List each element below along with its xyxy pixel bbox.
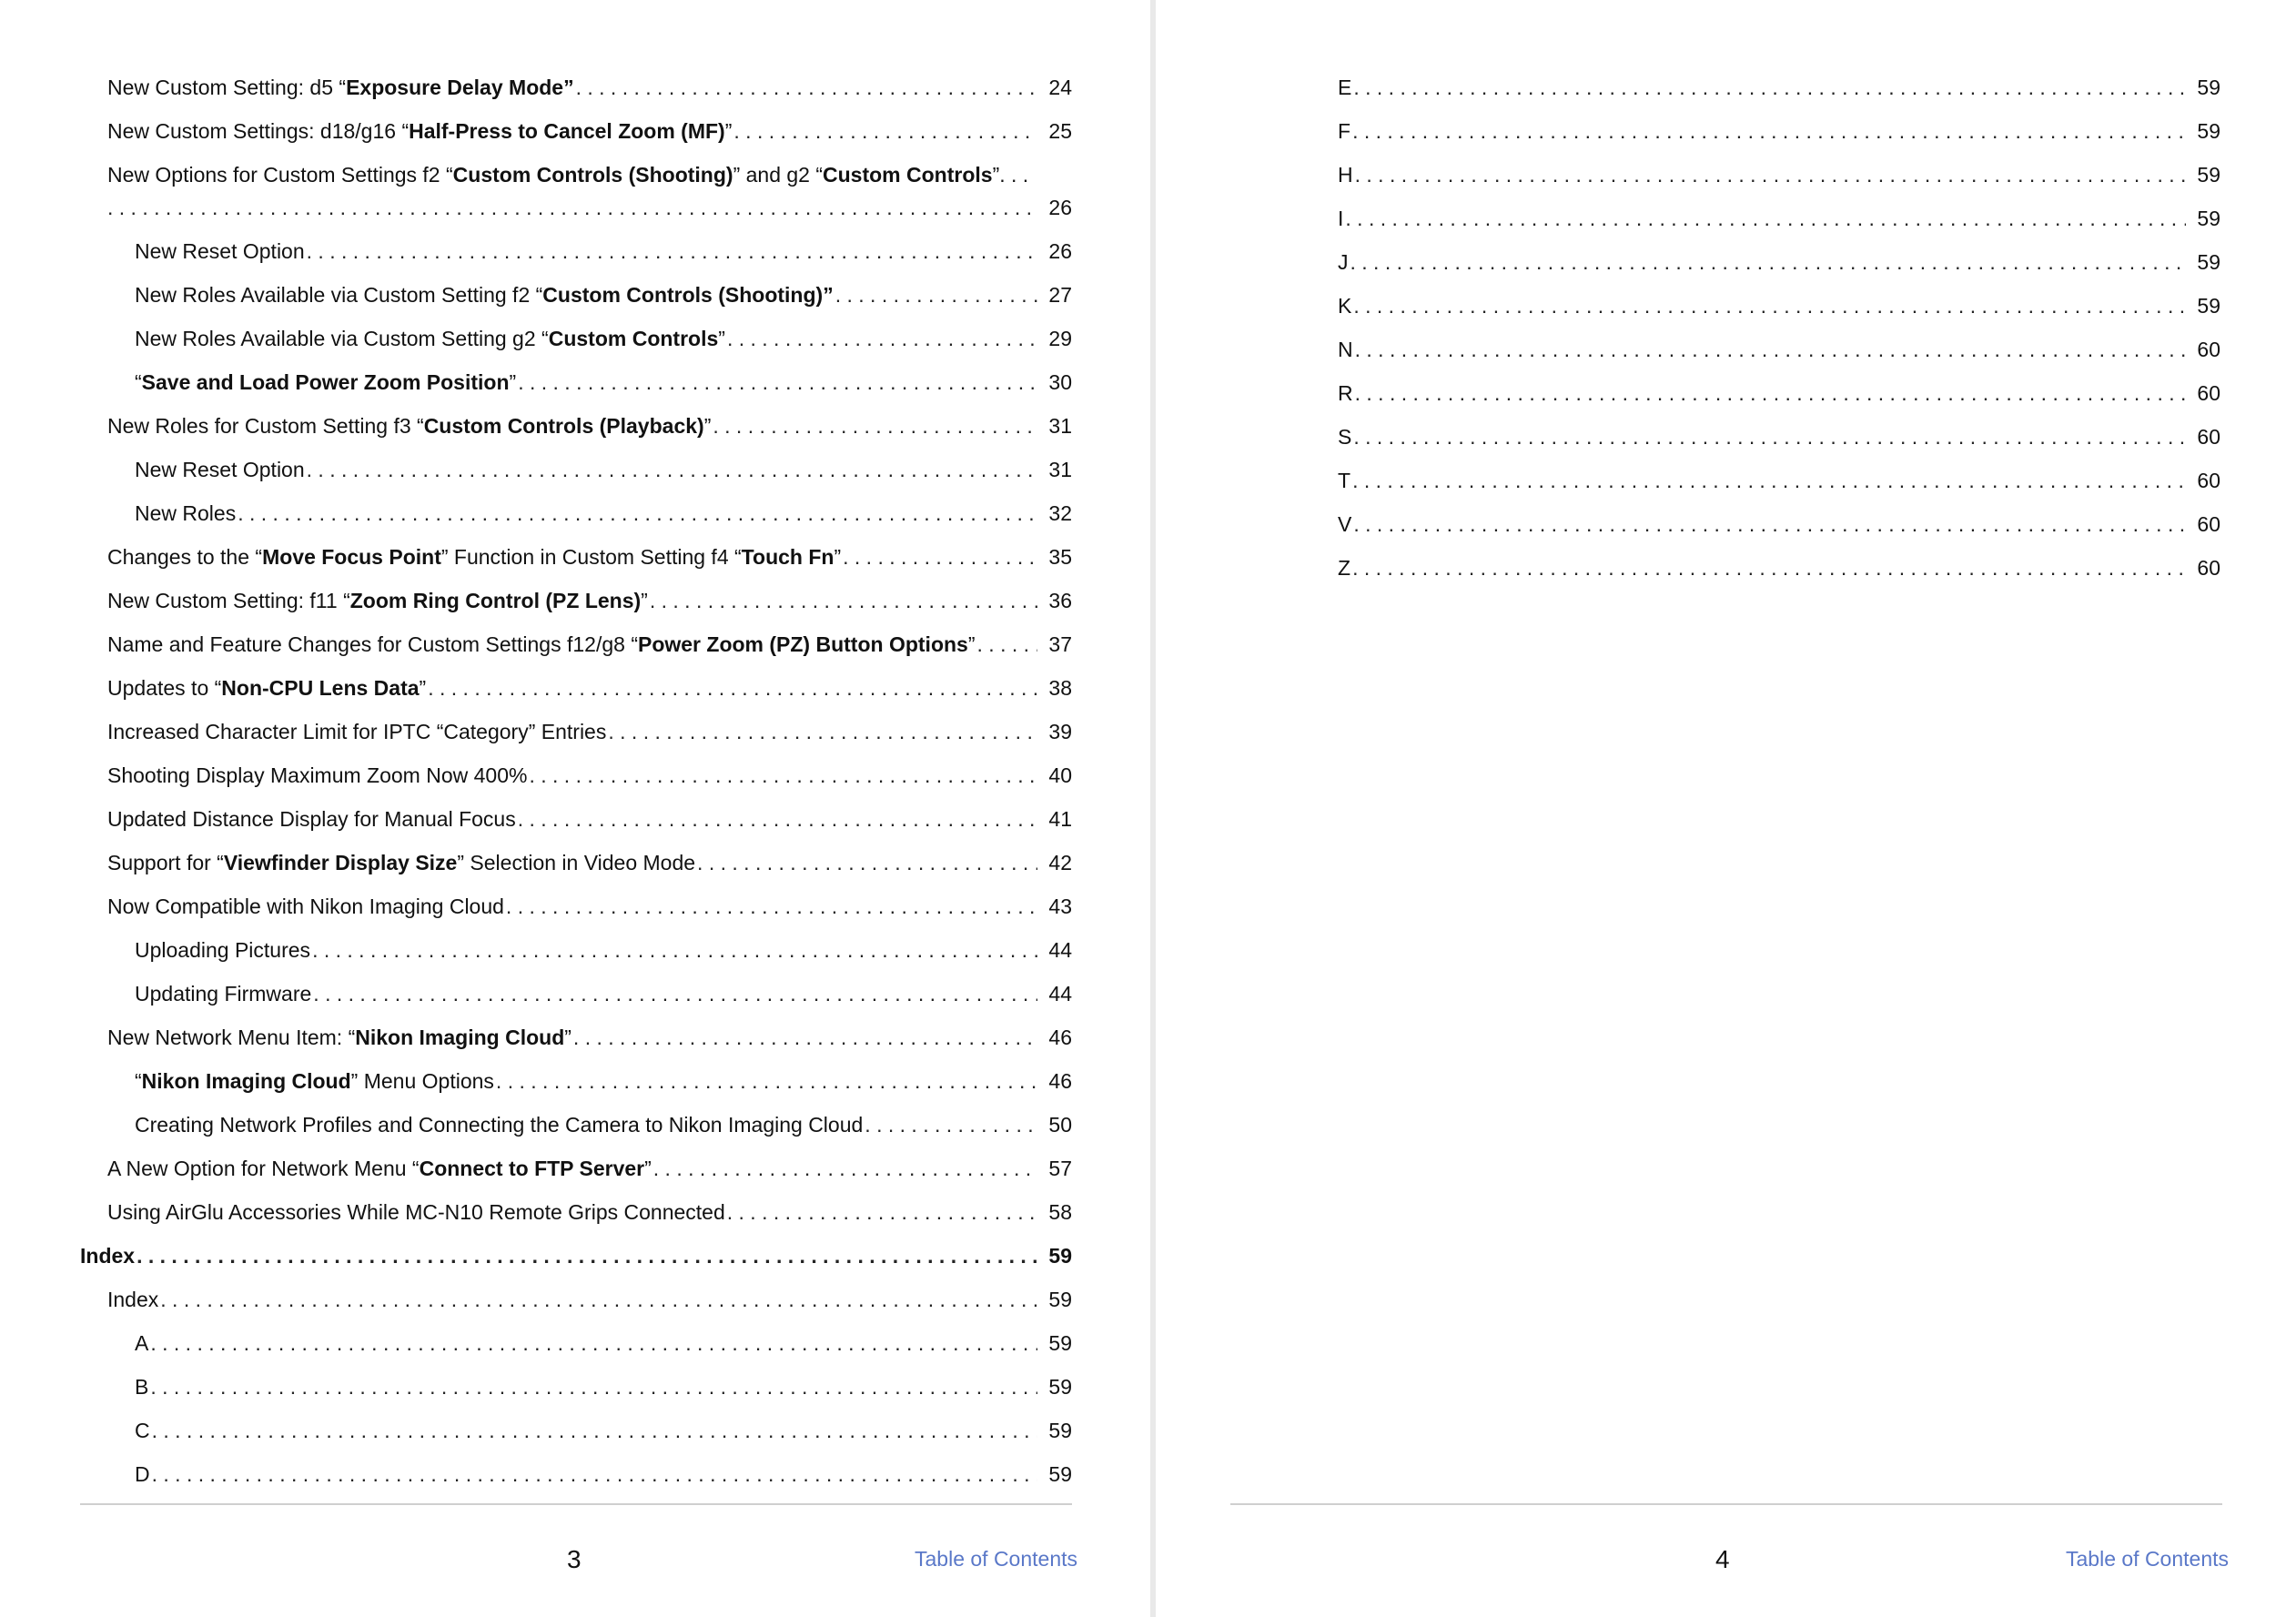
toc-list <box>80 71 1072 1501</box>
toc-entry-title-part: N <box>1338 338 1353 361</box>
dot-leader <box>307 235 1037 268</box>
toc-entry-title-part: C <box>135 1419 150 1442</box>
toc-entry-title-part: New Options for Custom Settings f2 “ <box>107 163 453 187</box>
toc-entry-page-number: 26 <box>1048 196 1072 219</box>
toc-entry-title <box>135 934 310 966</box>
toc-entry-title-part: Updating Firmware <box>135 982 312 1006</box>
toc-entry[interactable] <box>1283 158 2220 202</box>
toc-entry-page-number: 37 <box>1048 632 1072 656</box>
toc-entry-title <box>107 672 426 704</box>
toc-entry-title-part: F <box>1338 119 1351 143</box>
toc-entry-title-part: ” <box>967 632 976 656</box>
toc-entry-title <box>135 453 305 486</box>
toc-entry-title-bold: Custom Controls (Playback) <box>423 414 704 438</box>
dot-leader <box>713 409 1037 442</box>
toc-entry-page-number: 60 <box>2197 338 2220 361</box>
toc-entry-title-part: Now Compatible with Nikon Imaging Cloud <box>107 894 504 918</box>
toc-entry-title-part: ” <box>703 414 712 438</box>
toc-entry[interactable] <box>80 235 1072 278</box>
toc-entry-title-part: J <box>1338 250 1349 274</box>
toc-entry-title <box>1338 420 1351 453</box>
toc-entry-title-bold: Custom Controls <box>823 163 993 187</box>
toc-entry-title-bold: Move Focus Point <box>262 545 441 569</box>
toc-entry-page-number: 59 <box>1048 1375 1072 1399</box>
dot-leader <box>160 1283 1037 1316</box>
dot-leader <box>1352 551 2186 584</box>
toc-entry-title-part: S <box>1338 425 1352 449</box>
toc-entry-title <box>107 628 976 661</box>
dot-leader <box>312 934 1037 966</box>
toc-entry-page-number: 43 <box>1048 894 1072 918</box>
toc-entry-title <box>135 1327 148 1359</box>
toc-entry[interactable] <box>80 1021 1072 1065</box>
toc-entry[interactable] <box>80 1414 1072 1458</box>
toc-entry-title-part: ” <box>419 676 427 700</box>
toc-entry-title <box>1338 333 1353 366</box>
toc-entry-page-number: 59 <box>1048 1419 1072 1442</box>
toc-entry-title-bold: Nikon Imaging Cloud <box>141 1069 351 1093</box>
toc-entry-title-part: New Network Menu Item: “ <box>107 1026 356 1049</box>
toc-entry-title <box>135 1458 150 1491</box>
dot-leader <box>1355 158 2186 191</box>
dot-leader <box>653 1152 1037 1185</box>
toc-entry-page-number: 29 <box>1048 327 1072 350</box>
toc-entry-title <box>1338 464 1350 497</box>
dot-leader <box>518 803 1037 835</box>
toc-entry[interactable] <box>1283 115 2220 158</box>
toc-entry-page-number: 25 <box>1048 119 1072 143</box>
toc-entry-page-number: 59 <box>2197 119 2220 143</box>
toc-entry-title-part: ” Selection in Video Mode <box>457 851 696 874</box>
toc-entry-title <box>107 1152 652 1185</box>
toc-entry-title-bold: Power Zoom (PZ) Button Options <box>637 632 968 656</box>
toc-entry[interactable] <box>80 715 1072 759</box>
dot-leader <box>977 628 1037 661</box>
dot-leader <box>506 890 1037 923</box>
toc-entry-page-number: 24 <box>1048 76 1072 99</box>
dot-leader <box>152 1414 1037 1447</box>
dot-leader <box>697 846 1037 879</box>
toc-entry-title-part: I <box>1338 207 1344 230</box>
toc-entry-title-part: ” and g2 “ <box>733 163 824 187</box>
toc-entry-title <box>107 1196 725 1228</box>
dot-leader <box>529 759 1037 792</box>
toc-entry-title-part: Increased Character Limit for IPTC “Category” Entries <box>107 720 607 743</box>
toc-entry-title-bold: Custom Controls (Shooting)” <box>542 283 834 307</box>
toc-entry-title <box>1338 508 1351 541</box>
toc-entry-page-number: 59 <box>1048 1331 1072 1355</box>
toc-entry-page-number: 50 <box>1048 1113 1072 1137</box>
dot-leader <box>576 71 1037 104</box>
toc-entry-page-number: 59 <box>1048 1288 1072 1311</box>
toc-entry-title <box>135 497 236 530</box>
toc-entry-page-number: 40 <box>1048 763 1072 787</box>
toc-entry-title-part: “ <box>135 1069 142 1093</box>
toc-entry-title <box>1338 158 1353 191</box>
toc-entry-title-part: New Custom Settings: d18/g16 “ <box>107 119 410 143</box>
toc-entry[interactable] <box>80 672 1072 715</box>
toc-entry[interactable] <box>80 366 1072 409</box>
toc-entry-title-bold: Nikon Imaging Cloud <box>355 1026 565 1049</box>
dot-leader <box>1355 377 2186 409</box>
toc-entry-title-bold: Index <box>80 1244 136 1268</box>
dot-leader <box>650 584 1037 617</box>
toc-entry-page-number: 26 <box>1048 239 1072 263</box>
dot-leader <box>1353 71 2186 104</box>
toc-entry[interactable] <box>80 628 1072 672</box>
toc-entry-page-number: 60 <box>2197 381 2220 405</box>
toc-entry-title <box>107 115 732 147</box>
toc-entry-title-part: ” <box>834 545 842 569</box>
toc-entry-title-part: V <box>1338 512 1352 536</box>
toc-entry-title-part: Using AirGlu Accessories While MC-N10 Remote Grips Connected <box>107 1200 725 1224</box>
toc-entry-page-number: 32 <box>1048 501 1072 525</box>
dot-leader <box>307 453 1037 486</box>
toc-entry-title-bold: Viewfinder Display Size <box>223 851 458 874</box>
toc-entry-title-part: ”. . . <box>992 163 1029 187</box>
toc-entry-title <box>107 803 516 835</box>
toc-entry-page-number: 44 <box>1048 982 1072 1006</box>
toc-entry-page-number: 57 <box>1048 1157 1072 1180</box>
toc-entry-title <box>1338 115 1350 147</box>
dot-leader <box>137 1239 1037 1272</box>
toc-entry-page-number: 27 <box>1048 283 1072 307</box>
toc-entry[interactable] <box>1283 420 2220 464</box>
toc-entry-title-bold: Zoom Ring Control (PZ Lens) <box>349 589 642 612</box>
table-of-contents-link[interactable]: Table of Contents <box>2066 1547 2230 1571</box>
toc-entry[interactable] <box>1283 464 2220 508</box>
toc-entry-page-number: 44 <box>1048 938 1072 962</box>
toc-entry-page-number: 59 <box>2197 207 2220 230</box>
toc-entry-title <box>107 759 527 792</box>
toc-entry-page-number: 59 <box>1048 1244 1072 1268</box>
toc-entry-title-part: New Roles for Custom Setting f3 “ <box>107 414 424 438</box>
toc-entry-title <box>135 977 311 1010</box>
dot-leader <box>1352 464 2186 497</box>
toc-entry-page-number: 42 <box>1048 851 1072 874</box>
toc-entry-page-number: 60 <box>2197 556 2220 580</box>
toc-entry-title <box>135 1414 150 1447</box>
toc-entry-title-part: D <box>135 1462 150 1486</box>
toc-entry-page-number: 60 <box>2197 425 2220 449</box>
toc-entry-title-part: Creating Network Profiles and Connecting the Camera to Nikon Imaging Cloud <box>135 1113 864 1137</box>
toc-entry-title-part: New Roles Available via Custom Setting f2 “ <box>135 283 543 307</box>
toc-entry-title-part: T <box>1338 469 1351 492</box>
toc-entry-title-part: E <box>1338 76 1352 99</box>
toc-entry[interactable] <box>80 115 1072 158</box>
toc-entry[interactable] <box>80 1327 1072 1370</box>
toc-entry-title-part: ” Menu Options <box>350 1069 494 1093</box>
toc-entry-page-number: 31 <box>1048 414 1072 438</box>
toc-entry[interactable] <box>80 1108 1072 1152</box>
toc-entry-title <box>1338 377 1353 409</box>
toc-entry-title-part: ” <box>564 1026 571 1049</box>
toc-entry-page-number: 46 <box>1048 1026 1072 1049</box>
toc-entry[interactable] <box>80 1370 1072 1414</box>
toc-entry-title <box>107 71 574 104</box>
toc-entry-title-bold: Exposure Delay Mode” <box>346 76 574 99</box>
toc-entry-page-number: 59 <box>2197 76 2220 99</box>
toc-entry[interactable] <box>80 453 1072 497</box>
toc-entry-title-part: New Reset Option <box>135 458 305 481</box>
toc-entry-title-part: K <box>1338 294 1352 318</box>
toc-entry-title-part: New Reset Option <box>135 239 305 263</box>
toc-entry-title-part: New Custom Setting: f11 “ <box>107 589 350 612</box>
toc-entry-title <box>1338 202 1343 235</box>
toc-entry[interactable] <box>80 759 1072 803</box>
toc-entry-title <box>107 163 1028 187</box>
toc-entry-title-bold: Touch Fn <box>741 545 834 569</box>
toc-entry-title-part: A New Option for Network Menu “ <box>107 1157 420 1180</box>
toc-entry-page-number: 36 <box>1048 589 1072 612</box>
toc-entry-title <box>107 541 841 573</box>
toc-entry[interactable] <box>80 71 1072 115</box>
dot-leader <box>843 541 1037 573</box>
dot-leader <box>238 497 1037 530</box>
toc-entry-title-part: A <box>135 1331 149 1355</box>
dot-leader <box>835 278 1037 311</box>
toc-entry-title-part: H <box>1338 163 1353 187</box>
dot-leader <box>1352 115 2186 147</box>
toc-entry-title <box>1338 71 1351 104</box>
toc-entry-title <box>135 366 516 399</box>
toc-entry-title <box>107 409 711 442</box>
toc-entry[interactable] <box>80 497 1072 541</box>
toc-entry-title-bold: Custom Controls <box>548 327 719 350</box>
dot-leader <box>150 1370 1037 1403</box>
dot-leader <box>573 1021 1037 1054</box>
dot-leader <box>727 1196 1037 1228</box>
toc-entry-page-number: 59 <box>2197 163 2220 187</box>
toc-entry-title <box>135 278 834 311</box>
toc-entry-title-part: ” Function in Custom Setting f4 “ <box>440 545 742 569</box>
toc-entry-title-part: Updated Distance Display for Manual Focus <box>107 807 516 831</box>
dot-leader <box>107 191 1037 224</box>
toc-entry-title-part: ” <box>724 119 733 143</box>
toc-entry-title-bold: Half-Press to Cancel Zoom (MF) <box>409 119 725 143</box>
toc-entry-title <box>1338 551 1350 584</box>
toc-entry-page-number: 39 <box>1048 720 1072 743</box>
dot-leader <box>518 366 1037 399</box>
toc-entry-title <box>135 322 725 355</box>
toc-entry-title-part: Changes to the “ <box>107 545 263 569</box>
page-number: 3 <box>567 1545 582 1573</box>
toc-entry[interactable] <box>1283 508 2220 551</box>
toc-entry-title-part: ” <box>641 589 648 612</box>
dot-leader <box>608 715 1037 748</box>
toc-entry-title-part: R <box>1338 381 1353 405</box>
toc-entry[interactable] <box>80 1152 1072 1196</box>
page-right <box>1156 0 2296 1617</box>
toc-entry-title-part: Uploading Pictures <box>135 938 311 962</box>
dot-leader <box>428 672 1037 704</box>
dot-leader <box>1350 246 2187 278</box>
dot-leader <box>150 1327 1037 1359</box>
toc-entry-title <box>107 715 606 748</box>
toc-entry-title-part: “ <box>135 370 142 394</box>
toc-entry[interactable] <box>80 1196 1072 1239</box>
toc-entry[interactable] <box>80 1283 1072 1327</box>
toc-entry[interactable] <box>1283 289 2220 333</box>
toc-entry-title <box>135 1108 863 1141</box>
toc-entry-title-part: Support for “ <box>107 851 224 874</box>
toc-entry[interactable] <box>1283 246 2220 289</box>
toc-entry[interactable] <box>1283 202 2220 246</box>
toc-entry-title-bold: Save and Load Power Zoom Position <box>141 370 510 394</box>
toc-entry-title-bold: Custom Controls (Shooting) <box>452 163 733 187</box>
toc-entry-page-number: 60 <box>2197 512 2220 536</box>
dot-leader <box>496 1065 1037 1097</box>
dot-leader <box>1353 508 2186 541</box>
toc-entry-title <box>107 584 648 617</box>
dot-leader <box>733 115 1037 147</box>
table-of-contents-link[interactable]: Table of Contents <box>915 1547 1078 1571</box>
toc-entry[interactable] <box>1283 71 2220 115</box>
toc-entry-title-part: New Roles <box>135 501 237 525</box>
toc-entry-title-part: New Custom Setting: d5 “ <box>107 76 347 99</box>
toc-entry-title-part: Updates to “ <box>107 676 222 700</box>
toc-entry-title-part: Name and Feature Changes for Custom Settings f12/g8 “ <box>107 632 638 656</box>
toc-entry-title-part: B <box>135 1375 149 1399</box>
toc-entry-page-number: 60 <box>2197 469 2220 492</box>
toc-entry-page-number: 58 <box>1048 1200 1072 1224</box>
toc-entry-title-part: ” <box>509 370 517 394</box>
toc-entry[interactable] <box>80 322 1072 366</box>
toc-entry-title-bold: Connect to FTP Server <box>419 1157 645 1180</box>
toc-entry-page-number: 46 <box>1048 1069 1072 1093</box>
footer-divider <box>1230 1503 2222 1505</box>
toc-entry-title <box>135 1370 148 1403</box>
dot-leader <box>1353 420 2186 453</box>
toc-entry-page-number: 31 <box>1048 458 1072 481</box>
toc-entry[interactable] <box>80 846 1072 890</box>
dot-leader <box>313 977 1037 1010</box>
toc-entry-title-part: Shooting Display Maximum Zoom Now 400% <box>107 763 528 787</box>
toc-entry-page-number: 59 <box>2197 294 2220 318</box>
toc-entry[interactable] <box>80 1239 1072 1283</box>
toc-entry[interactable] <box>1283 551 2220 595</box>
toc-entry[interactable] <box>80 584 1072 628</box>
toc-entry-page-number: 59 <box>2197 250 2220 274</box>
toc-entry-title <box>107 1021 571 1054</box>
toc-entry[interactable] <box>80 541 1072 584</box>
toc-entry[interactable] <box>80 890 1072 934</box>
toc-entry-title <box>107 846 695 879</box>
toc-entry[interactable] <box>80 977 1072 1021</box>
toc-entry-page-number: 59 <box>1048 1462 1072 1486</box>
footer-divider <box>80 1503 1072 1505</box>
toc-entry[interactable] <box>80 1458 1072 1501</box>
toc-entry[interactable] <box>1283 377 2220 420</box>
toc-list <box>1283 71 2220 595</box>
toc-entry-title <box>107 1283 158 1316</box>
toc-entry-title <box>80 1239 135 1272</box>
toc-entry[interactable] <box>80 803 1072 846</box>
toc-entry-title-part: ” <box>718 327 725 350</box>
toc-entry-title-part: New Roles Available via Custom Setting g2 “ <box>135 327 549 350</box>
toc-entry[interactable] <box>80 934 1072 977</box>
toc-entry-title-bold: Non-CPU Lens Data <box>221 676 420 700</box>
toc-entry-title <box>1338 289 1351 322</box>
page-number: 4 <box>1715 1545 1730 1573</box>
dot-leader <box>1345 202 2186 235</box>
toc-entry-page-number: 41 <box>1048 807 1072 831</box>
toc-entry-title-part: Index <box>107 1288 159 1311</box>
toc-entry-page-number: 35 <box>1048 545 1072 569</box>
dot-leader <box>727 322 1037 355</box>
dot-leader <box>1353 289 2186 322</box>
toc-entry-title-part: Z <box>1338 556 1351 580</box>
toc-entry-page-number: 38 <box>1048 676 1072 700</box>
toc-entry[interactable] <box>80 1065 1072 1108</box>
toc-entry-page-number: 30 <box>1048 370 1072 394</box>
toc-entry-title <box>1338 246 1349 278</box>
toc-entry-title <box>107 890 504 923</box>
toc-entry-title <box>135 235 305 268</box>
toc-entry[interactable] <box>80 278 1072 322</box>
dot-leader <box>1355 333 2186 366</box>
toc-entry[interactable] <box>80 409 1072 453</box>
toc-entry-title-part: ” <box>644 1157 652 1180</box>
toc-entry[interactable] <box>80 158 1072 235</box>
dot-leader <box>865 1108 1037 1141</box>
toc-entry[interactable] <box>1283 333 2220 377</box>
toc-entry-title <box>135 1065 494 1097</box>
dot-leader <box>152 1458 1037 1491</box>
